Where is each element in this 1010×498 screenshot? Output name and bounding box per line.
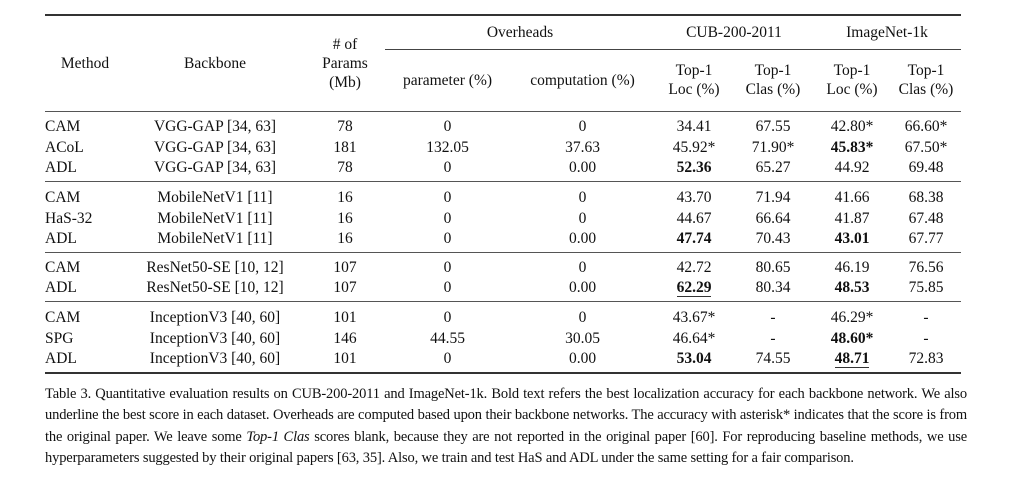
cell-cub-clas: 80.65 xyxy=(755,259,791,277)
cell-cub-clas: 71.90* xyxy=(751,139,795,156)
cell-params: 146 xyxy=(333,329,357,347)
cell-in-clas: - xyxy=(923,329,929,347)
cell-ov-param: 0 xyxy=(443,118,452,136)
cell-cub-loc: 42.72 xyxy=(676,259,712,277)
params-line-2: Params xyxy=(322,54,368,72)
cell-cub-clas: 66.64 xyxy=(755,209,791,227)
cell-ov-param: 0 xyxy=(443,259,452,277)
cell-in-clas: 67.77 xyxy=(908,229,944,247)
cell-cub-clas: 80.34 xyxy=(755,279,791,296)
table-row xyxy=(45,137,961,158)
table-row xyxy=(45,111,961,137)
cell-ov-comp: 0.00 xyxy=(568,229,597,247)
cell-backbone: InceptionV3 [40, 60] xyxy=(149,308,281,326)
header-cub: CUB-200-2011 xyxy=(655,15,813,49)
table-caption xyxy=(45,384,967,470)
cell-backbone: ResNet50-SE [10, 12] xyxy=(146,279,284,296)
cell-params: 78 xyxy=(337,159,353,176)
header-cub-loc: Top-1 Loc (%) xyxy=(668,62,720,98)
cell-in-loc: 41.66 xyxy=(834,188,870,206)
cell-in-loc: 48.71 xyxy=(834,349,870,367)
params-line-1: # of xyxy=(332,35,358,53)
table-row xyxy=(45,182,961,208)
cell-params: 101 xyxy=(333,349,357,367)
cell-backbone: VGG-GAP [34, 63] xyxy=(153,139,277,156)
table-row xyxy=(45,208,961,229)
cell-backbone: MobileNetV1 [11] xyxy=(157,188,273,206)
caption-text-1: Table 3. Quantitative evaluation results on CUB-200-2011 and ImageNet-1k. Bold text refers the best localization accuracy for each backbone network. We also underline the best score in each dataset. Overheads are computed based upon their backbone networks. The accuracy with asterisk* indicates that the score is from the original paper. We leave some xyxy=(45,386,967,445)
cell-method: CAM xyxy=(45,118,81,136)
cell-method: CAM xyxy=(45,188,81,206)
cell-ov-comp: 0 xyxy=(578,209,587,227)
cell-in-loc: 48.53 xyxy=(834,279,870,296)
cell-cub-clas: 71.94 xyxy=(755,188,791,206)
cell-in-loc: 43.01 xyxy=(834,229,870,247)
cell-in-clas: 76.56 xyxy=(908,259,944,277)
cell-ov-param: 132.05 xyxy=(426,139,469,156)
cell-in-clas: 72.83 xyxy=(908,349,944,367)
cell-method: ACoL xyxy=(45,139,84,156)
cell-cub-loc: 47.74 xyxy=(676,229,712,247)
header-overhead-comp: computation (%) xyxy=(530,71,635,89)
cell-cub-loc: 45.92* xyxy=(672,139,716,156)
cell-in-loc: 46.19 xyxy=(834,259,870,277)
cell-in-loc: 42.80* xyxy=(830,118,874,136)
cell-cub-loc: 34.41 xyxy=(676,118,712,136)
cell-method: CAM xyxy=(45,308,81,326)
cell-method: SPG xyxy=(45,329,74,347)
table-row xyxy=(45,349,961,373)
cell-in-clas: 68.38 xyxy=(908,188,944,206)
header-cub-clas: Top-1 Clas (%) xyxy=(745,62,801,98)
cell-in-loc: 46.29* xyxy=(830,308,874,326)
cell-ov-param: 0 xyxy=(443,159,452,176)
table-row xyxy=(45,302,961,328)
cell-cub-clas: 67.55 xyxy=(755,118,791,136)
cell-ov-comp: 0.00 xyxy=(568,159,597,176)
cell-in-loc: 41.87 xyxy=(834,209,870,227)
cell-method: HaS-32 xyxy=(45,209,93,227)
header-overheads: Overheads xyxy=(385,15,655,49)
cell-params: 16 xyxy=(337,188,353,206)
cell-cub-loc: 43.70 xyxy=(676,188,712,206)
cell-params: 78 xyxy=(337,118,353,136)
caption-text-2: scores blank, because they are not reported in the original paper [60]. For reproducing baseline methods, we use hyperparameters suggested by their original papers [63, 35]. Also, we train and test HaS and ADL under the same setting for a fair comparison. xyxy=(45,428,968,467)
caption-italic: Top-1 Clas xyxy=(246,428,310,445)
cell-method: ADL xyxy=(45,279,77,296)
cell-backbone: MobileNetV1 [11] xyxy=(157,229,273,247)
header-in-clas: Top-1 Clas (%) xyxy=(898,62,954,98)
cell-method: ADL xyxy=(45,349,77,367)
cell-ov-param: 0 xyxy=(443,188,452,206)
cell-cub-clas: 70.43 xyxy=(755,229,791,247)
header-overhead-param: parameter (%) xyxy=(402,71,493,89)
cell-ov-param: 44.55 xyxy=(430,329,465,347)
cell-ov-comp: 0.00 xyxy=(568,279,597,296)
cell-params: 107 xyxy=(333,279,357,296)
header-imagenet: ImageNet-1k xyxy=(813,15,961,49)
cell-in-clas: 67.48 xyxy=(908,209,944,227)
cell-cub-clas: - xyxy=(770,329,776,347)
cell-method: CAM xyxy=(45,259,81,277)
cell-ov-param: 0 xyxy=(443,349,452,367)
cell-cub-loc: 53.04 xyxy=(676,349,712,367)
cell-in-loc: 44.92 xyxy=(834,159,870,176)
cell-in-clas: - xyxy=(923,308,929,326)
table-row xyxy=(45,229,961,253)
cell-ov-param: 0 xyxy=(443,209,452,227)
cell-ov-comp: 0 xyxy=(578,259,587,277)
cell-cub-clas: 74.55 xyxy=(755,349,791,367)
cell-params: 107 xyxy=(333,259,357,277)
cell-ov-comp: 0 xyxy=(578,308,587,326)
cell-method: ADL xyxy=(45,229,77,247)
cell-cub-loc: 44.67 xyxy=(676,209,712,227)
cell-ov-comp: 37.63 xyxy=(565,139,600,156)
cell-cub-clas: - xyxy=(770,308,776,326)
cell-method: ADL xyxy=(45,159,77,176)
table-row xyxy=(45,158,961,182)
params-line-3: (Mb) xyxy=(329,73,361,91)
cell-ov-comp: 0 xyxy=(578,118,587,136)
cell-cub-loc: 43.67* xyxy=(672,308,716,326)
cell-cub-clas: 65.27 xyxy=(755,159,791,176)
cell-in-clas: 67.50* xyxy=(904,139,948,156)
cell-backbone: MobileNetV1 [11] xyxy=(157,209,273,227)
cell-params: 16 xyxy=(337,209,353,227)
cell-backbone: InceptionV3 [40, 60] xyxy=(149,349,281,367)
cell-ov-param: 0 xyxy=(443,308,452,326)
cell-in-loc: 48.60* xyxy=(830,329,874,347)
table-body xyxy=(45,111,961,373)
cell-ov-param: 0 xyxy=(443,279,452,296)
cell-in-clas: 75.85 xyxy=(908,279,944,296)
cell-params: 16 xyxy=(337,229,353,247)
table-row xyxy=(45,328,961,349)
header-in-loc: Top-1 Loc (%) xyxy=(826,62,878,98)
header-method: Method xyxy=(45,15,125,111)
header-params xyxy=(305,15,385,111)
cell-backbone: ResNet50-SE [10, 12] xyxy=(146,259,284,277)
results-table xyxy=(45,14,961,374)
cell-cub-loc: 46.64* xyxy=(672,329,716,347)
cell-params: 181 xyxy=(333,139,357,156)
cell-ov-comp: 0.00 xyxy=(568,349,597,367)
header-backbone: Backbone xyxy=(125,15,305,111)
cell-in-clas: 69.48 xyxy=(908,159,944,176)
table-row xyxy=(45,252,961,278)
cell-cub-loc: 52.36 xyxy=(676,159,712,176)
cell-backbone: VGG-GAP [34, 63] xyxy=(153,159,277,176)
cell-params: 101 xyxy=(333,308,357,326)
cell-in-clas: 66.60* xyxy=(904,118,948,136)
cell-ov-comp: 0 xyxy=(578,188,587,206)
cell-ov-comp: 30.05 xyxy=(565,329,600,347)
cell-in-loc: 45.83* xyxy=(830,139,874,156)
cell-ov-param: 0 xyxy=(443,229,452,247)
cell-backbone: VGG-GAP [34, 63] xyxy=(153,118,277,136)
cell-cub-loc: 62.29 xyxy=(676,279,712,296)
table-row xyxy=(45,278,961,302)
cell-backbone: InceptionV3 [40, 60] xyxy=(149,329,281,347)
